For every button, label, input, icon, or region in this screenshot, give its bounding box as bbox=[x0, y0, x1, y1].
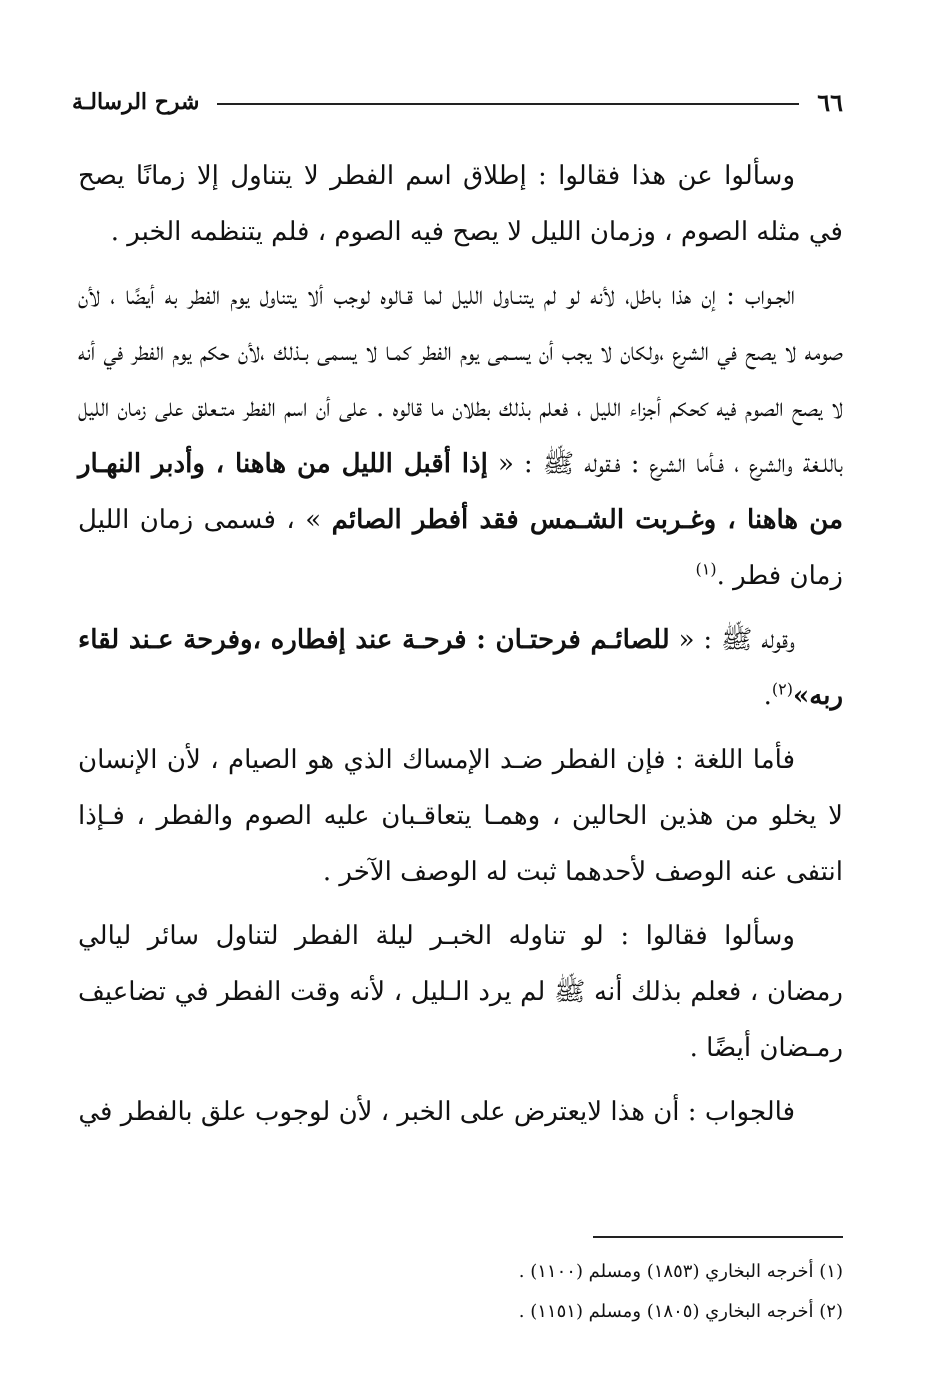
main-text bbox=[78, 148, 843, 1148]
paragraph-4: فأما اللغة : فإن الفطر ضـد الإمساك الذي هو الصيام ، لأن الإنسان لا يخلو من هذين الحالين ، وهمـا يتعاقـبان عليه الصوم والفطر ، فـإذا انتفى عنه الوصف لأحدهما ثبت له الوصف الآخر . bbox=[78, 745, 843, 887]
paragraph-2-closing: » ، فسمى زمان الليل زمان فطر . bbox=[78, 505, 843, 591]
hadith-quote-2: للصائـم فرحتـان : فرحـة عند إفطاره ،وفرحة عـند لقاء ربه» bbox=[78, 625, 843, 711]
page-header bbox=[72, 82, 843, 122]
footnote-separator bbox=[593, 1236, 843, 1238]
paragraph-3-closing: . bbox=[763, 681, 772, 711]
paragraph-2 bbox=[78, 268, 843, 604]
paragraph-1: وسألوا عن هذا فقالوا : إطلاق اسم الفطر لا يتناول إلا زمانًا يصح في مثله الصوم ، وزمان الليل لا يصح فيه الصوم ، فلم يتنظمه الخبر . bbox=[78, 161, 843, 247]
footnotes bbox=[78, 1252, 843, 1332]
paragraph-3-text: وقوله ﷺ : « bbox=[678, 625, 795, 655]
paragraph-3 bbox=[78, 612, 843, 724]
paragraph-6: فالجواب : أن هذا لايعترض على الخبر ، لأن لوجوب علق بالفطر في bbox=[78, 1097, 795, 1127]
footnote-ref-2[interactable]: (٢) bbox=[771, 679, 794, 699]
footnote-1: (١) أخرجه البخاري (١٨٥٣) ومسلم (١١٠٠) . bbox=[518, 1261, 843, 1282]
paragraph-5: وسألوا فقالوا : لو تناوله الخبـر ليلة الفطر لتناول سائر ليالي رمضان ، فعلم بذلك أنه ﷺ لم يرد الـليل ، لأنه وقت الفطر في تضاعيف رمـضان أيضًا . bbox=[78, 921, 843, 1063]
footnote-2: (٢) أخرجه البخاري (١٨٠٥) ومسلم (١١٥١) . bbox=[518, 1301, 843, 1322]
running-title: شرح الرسالـة bbox=[72, 89, 200, 115]
page-number: ٦٦ bbox=[817, 87, 843, 117]
footnote-ref-1[interactable]: (١) bbox=[695, 559, 717, 579]
header-rule bbox=[217, 103, 799, 105]
hadith-quote-1: إذا أقبل الليل من هاهنا ، وأدبر النهـار من هاهنا ، وغـربت الشـمس فقد أفطر الصائم bbox=[78, 449, 844, 535]
paragraph-2-text: الجـواب : إن هذا باطل، لأنه لو لم يتنـاول الليل لما قـالوه لوجب ألا يتناول يوم الفطر به أيضًا ، لأن صومه لا يصح في الشرع ،ولكان لا يجب أن يسـمى يوم الفطر كمـا لا يسمى بـذلك ،لأن حكم يوم الفطر في أنه لا يصح الصوم فيه كحكم أجزاء الليل ، فعلم بذلك بطلان ما قالوه . على أن اسم الفطر متـعلق على زمان الليل باللـغة والشرع ، فـأما الشرع : فـقوله ﷺ : « bbox=[78, 281, 843, 479]
